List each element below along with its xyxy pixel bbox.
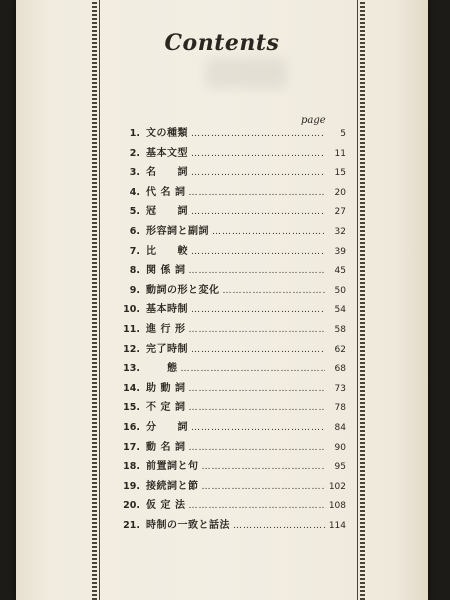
dot-leader [188,403,325,413]
left-decorative-border [92,0,97,600]
dot-leader [191,423,325,433]
entry-number: 5. [129,206,140,218]
entry-number: 11. [123,323,140,335]
entry-page: 15 [334,168,346,179]
toc-entry [116,516,346,536]
toc-entry [116,320,346,340]
entry-number: 4. [129,186,140,198]
toc-entry [116,457,346,477]
entry-page: 95 [334,462,346,473]
toc-entry [116,477,346,497]
entry-page: 32 [334,226,346,237]
entry-number: 17. [123,441,140,453]
dot-leader [191,207,325,217]
dot-leader [212,227,325,237]
entry-number: 16. [123,421,140,433]
entry-number: 7. [129,245,140,257]
toc-entry [116,242,346,262]
entry-number: 19. [123,480,140,492]
entry-page: 73 [334,383,346,394]
entry-page: 62 [334,344,346,355]
toc-entry [116,359,346,379]
entry-title: 仮 定 法 [146,500,186,512]
entry-number: 2. [129,147,140,159]
entry-page: 11 [334,148,346,159]
toc-entry [116,281,346,301]
entry-title: 分 詞 [146,421,188,433]
show-through-shadow [206,58,286,88]
page-column-label: page [301,115,326,126]
entry-page: 102 [328,481,346,492]
entry-page: 5 [340,129,346,139]
dot-leader [233,521,325,531]
entry-title: 助 動 詞 [146,382,186,394]
entry-page: 108 [328,501,346,512]
toc-entry [116,438,346,458]
toc-entry [116,144,346,164]
entry-number: 12. [123,343,140,355]
entry-title: 前置詞と句 [146,461,199,473]
entry-number: 15. [123,402,140,414]
toc-entry [116,496,346,516]
entry-number: 8. [129,265,140,277]
dot-leader [188,188,325,198]
toc-entry [116,202,346,222]
entry-page: 68 [334,364,346,375]
toc-entry [116,183,346,203]
entry-page: 58 [334,324,346,335]
entry-page: 90 [334,442,346,453]
dot-leader [188,325,325,335]
toc-entry [116,300,346,320]
dot-leader [181,364,326,374]
dot-leader [188,443,325,453]
entry-page: 27 [334,207,346,218]
toc-entry [116,398,346,418]
entry-title: 比 較 [146,245,188,257]
entry-title: 冠 詞 [146,206,188,218]
entry-title: 基本時制 [146,304,188,316]
entry-number: 6. [129,225,140,237]
toc-entry [116,222,346,242]
dot-leader [188,501,325,511]
entry-page: 78 [334,403,346,414]
dot-leader [191,305,325,315]
entry-title: 接続詞と節 [146,480,199,492]
entry-number: 13. [123,363,140,375]
entry-title: 完了時制 [146,343,188,355]
entry-number: 10. [123,304,140,316]
book-page [16,0,428,600]
dot-leader [188,266,325,276]
dot-leader [191,149,325,159]
dot-leader [191,345,325,355]
dot-leader [191,168,325,178]
entry-title: 不 定 詞 [146,402,186,414]
entry-title: 進 行 形 [146,323,186,335]
entry-number: 21. [123,519,140,531]
entry-title: 態 [146,363,178,375]
entry-number: 9. [129,284,140,296]
entry-title: 時制の一致と話法 [146,519,230,531]
entry-number: 14. [123,382,140,394]
entry-page: 50 [334,285,346,296]
toc-entry [116,379,346,399]
entry-number: 18. [123,461,140,473]
entry-number: 3. [129,167,140,179]
contents-title: Contents [164,30,280,56]
entry-number: 1. [129,128,140,139]
table-of-contents [116,124,346,535]
dot-leader [223,286,326,296]
entry-title: 動詞の形と変化 [146,284,220,296]
entry-title: 形容詞と副詞 [146,225,209,237]
toc-entry [116,163,346,183]
toc-entry [116,261,346,281]
right-decorative-border [360,0,365,600]
entry-page: 84 [334,422,346,433]
entry-page: 39 [334,246,346,257]
dot-leader [188,384,325,394]
entry-title: 名 詞 [146,167,188,179]
entry-page: 20 [334,187,346,198]
entry-title: 動 名 詞 [146,441,186,453]
entry-title: 文の種類 [146,128,188,139]
entry-page: 54 [334,305,346,316]
entry-page: 114 [328,520,346,531]
entry-number: 20. [123,500,140,512]
toc-entry [116,418,346,438]
dot-leader [202,482,326,492]
dot-leader [202,462,326,472]
dot-leader [191,129,325,139]
entry-title: 代 名 詞 [146,186,186,198]
entry-page: 45 [334,266,346,277]
entry-title: 関 係 詞 [146,265,186,277]
entry-title: 基本文型 [146,147,188,159]
toc-entry [116,124,346,144]
dot-leader [191,247,325,257]
toc-entry [116,340,346,360]
